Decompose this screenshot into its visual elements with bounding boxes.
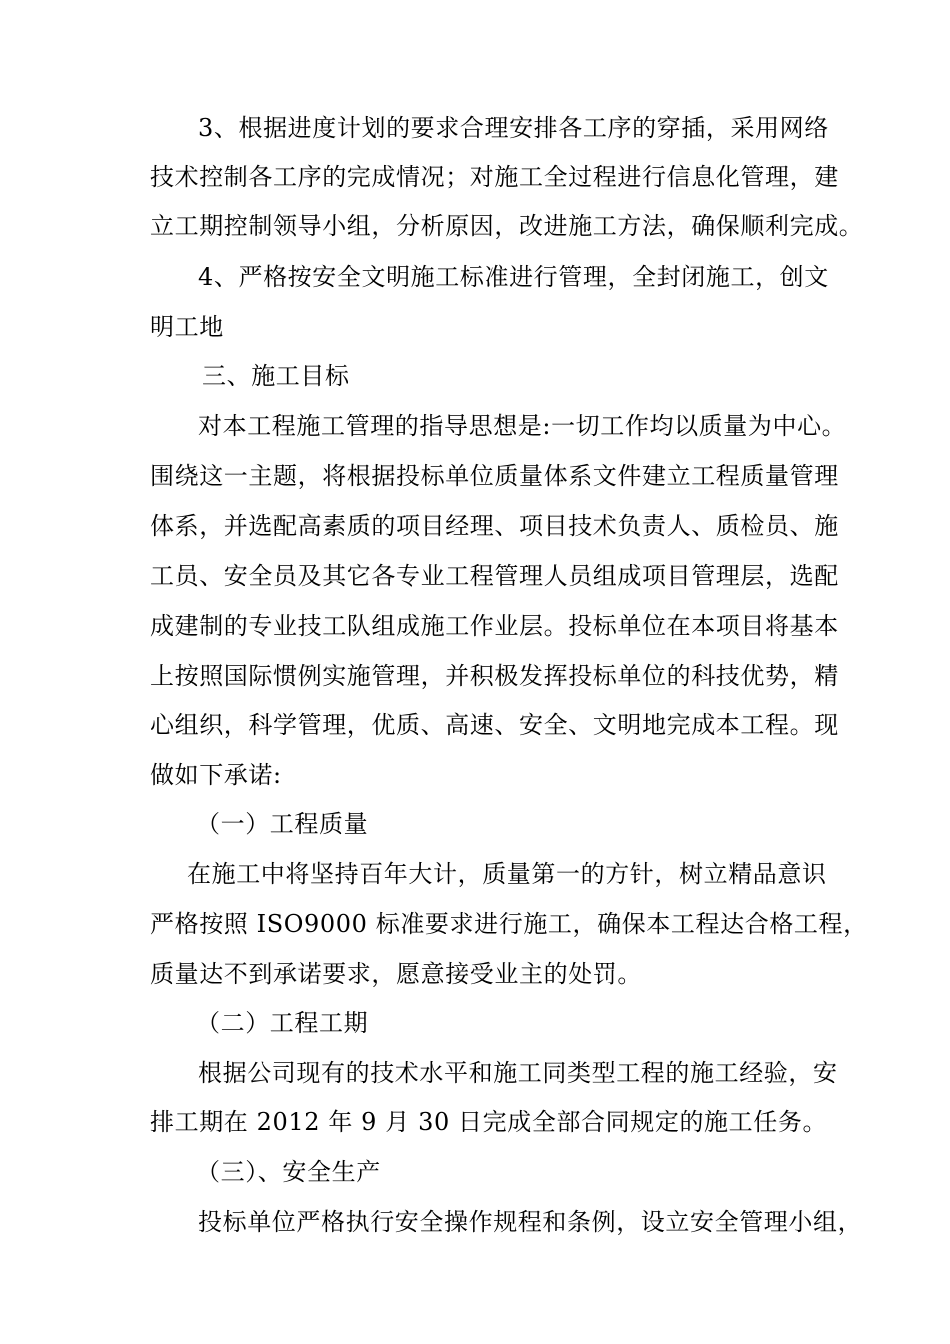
quality-line-2: 严格按照 ISO9000 标准要求进行施工，确保本工程达合格工程，	[150, 910, 868, 938]
paragraph-3-line-3: 立工期控制领导小组，分析原因，改进施工方法，确保顺利完成。	[150, 212, 864, 240]
sub-2-title: （二）工程工期	[196, 1009, 369, 1037]
intro-line-5: 成建制的专业技工队组成施工作业层。投标单位在本项目将基本	[150, 612, 839, 640]
sub-1-title: （一）工程质量	[196, 810, 369, 838]
intro-line-1: 对本工程施工管理的指导思想是:一切工作均以质量为中心。	[198, 412, 847, 440]
schedule-line-1: 根据公司现有的技术水平和施工同类型工程的施工经验，安	[198, 1059, 838, 1087]
sub-3-title: （三）、安全生产	[196, 1158, 381, 1186]
quality-line-1: 在施工中将坚持百年大计，质量第一的方针，树立精品意识	[187, 860, 827, 888]
safety-line-1: 投标单位严格执行安全操作规程和条例，设立安全管理小组，	[198, 1208, 863, 1236]
intro-line-3: 体系，并选配高素质的项目经理、项目技术负责人、质检员、施	[150, 512, 839, 540]
intro-line-6: 上按照国际惯例实施管理，并积极发挥投标单位的科技优势，精	[150, 662, 839, 690]
quality-line-3: 质量达不到承诺要求，愿意接受业主的处罚。	[150, 960, 642, 988]
paragraph-3-line-2: 技术控制各工序的完成情况；对施工全过程进行信息化管理，建	[150, 163, 839, 191]
schedule-line-2: 排工期在 2012 年 9 月 30 日完成全部合同规定的施工任务。	[150, 1108, 828, 1136]
paragraph-4-line-2: 明工地	[150, 313, 224, 341]
intro-line-4: 工员、安全员及其它各专业工程管理人员组成项目管理层，选配	[150, 562, 839, 590]
intro-line-2: 围绕这一主题，将根据投标单位质量体系文件建立工程质量管理	[150, 462, 839, 490]
intro-line-7: 心组织，科学管理，优质、高速、安全、文明地完成本工程。现	[150, 711, 839, 739]
section-3-title: 三、施工目标	[202, 362, 350, 390]
paragraph-4-line-1: 4、严格按安全文明施工标准进行管理，全封闭施工，创文	[198, 263, 829, 291]
paragraph-3-line-1: 3、根据进度计划的要求合理安排各工序的穿插，采用网络	[198, 114, 829, 142]
intro-line-8: 做如下承诺:	[150, 761, 282, 789]
